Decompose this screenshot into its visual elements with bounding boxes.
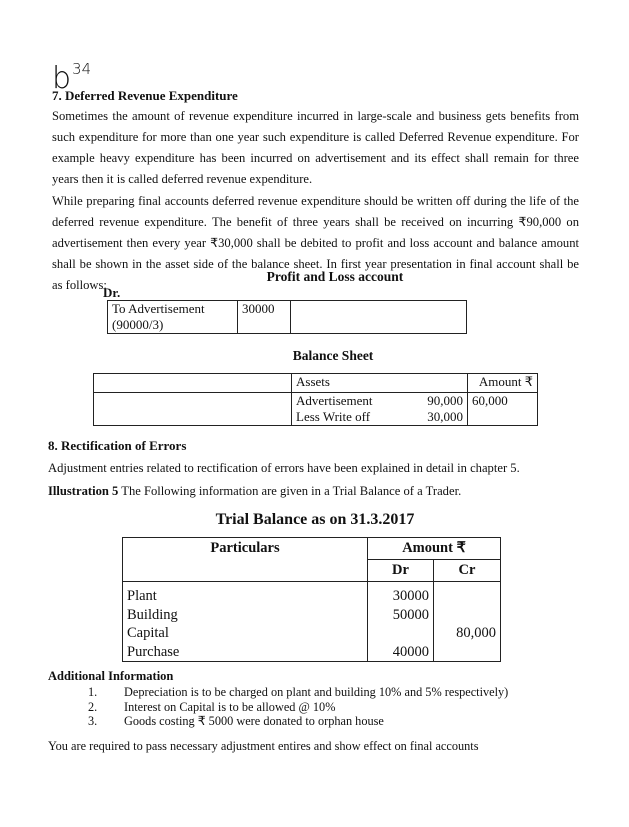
tb-particular: Purchase	[123, 643, 368, 662]
tb-particulars-header: Particulars	[123, 538, 368, 582]
section8-text: Adjustment entries related to rectification of errors have been explained in detail in chapter 5.	[48, 461, 520, 475]
table-row	[123, 643, 501, 662]
pl-item: To Advertisement (90000/3)	[108, 301, 238, 334]
tb-particular: Building	[123, 606, 368, 625]
bs-asset-items: Advertisement Less Write off	[292, 393, 402, 426]
pl-amount: 30000	[238, 301, 291, 334]
tb-dr-header: Dr	[368, 560, 434, 582]
tb-dr: 50000	[368, 606, 434, 625]
additional-info-list	[88, 685, 508, 729]
table-row	[123, 582, 501, 606]
tb-cr	[434, 582, 501, 606]
trial-balance-table	[122, 537, 501, 662]
page-number-value: 34	[72, 60, 92, 78]
section-heading-8: 8. Rectification of Errors	[48, 438, 187, 453]
tb-cr	[434, 643, 501, 662]
tb-dr: 30000	[368, 582, 434, 606]
balance-sheet-table	[93, 373, 538, 426]
bs-assets-header: Assets	[292, 374, 468, 393]
table-row	[123, 606, 501, 625]
tb-cr: 80,000	[434, 624, 501, 643]
list-item: 3. Goods costing ₹ 5000 were donated to orphan house	[88, 714, 384, 728]
page-prefix: b	[52, 61, 72, 96]
pl-account-table	[107, 300, 467, 334]
additional-info-heading: Additional Information	[48, 669, 174, 683]
bs-asset-values: 90,000 30,000	[402, 393, 468, 426]
bs-net-amount: 60,000	[468, 393, 538, 426]
section-heading-7: 7. Deferred Revenue Expenditure	[52, 88, 238, 103]
tb-amount-header: Amount ₹	[368, 538, 501, 560]
table-row	[123, 624, 501, 643]
tb-particular: Capital	[123, 624, 368, 643]
pl-account-title: Profit and Loss account	[266, 269, 404, 284]
tb-particular: Plant	[123, 582, 368, 606]
list-item: 2. Interest on Capital is to be allowed @ 10%	[88, 699, 336, 714]
list-item: 1. Depreciation is to be charged on plant and building 10% and 5% respectively)	[88, 685, 509, 699]
paragraph-2: While preparing final accounts deferred revenue expenditure should be written off during the life of the deferred revenue expenditure. The benefit of three years shall be received on incurring ₹90,000 on advertisement then every year ₹30,000 shall be debited to profit and loss account and balance amount shall be shown in the asset side of the balance sheet. In first year presentation in final account shall be as follows:	[52, 194, 579, 292]
tb-cr	[434, 606, 501, 625]
bs-liabilities-body	[94, 393, 292, 426]
tb-cr-header: Cr	[434, 560, 501, 582]
paragraph-1: Sometimes the amount of revenue expenditure incurred in large-scale and business gets benefits from such expenditure for more than one year such expenditure is called Deferred Revenue expenditure. For example heavy expenditure has been incurred on advertisement and its effect shall remain for three years then it is called deferred revenue expenditure.	[52, 109, 579, 186]
bs-liabilities	[94, 374, 292, 393]
closing-text: You are required to pass necessary adjustment entires and show effect on final accounts	[48, 739, 479, 753]
illustration-line: Illustration 5 The Following information are given in a Trial Balance of a Trader.	[48, 484, 462, 498]
pl-empty	[291, 301, 467, 334]
trial-balance-title: Trial Balance as on 31.3.2017	[215, 511, 415, 528]
bs-amount-header: Amount ₹	[468, 374, 538, 393]
tb-dr: 40000	[368, 643, 434, 662]
dr-label: Dr.	[103, 285, 121, 300]
tb-dr	[368, 624, 434, 643]
balance-sheet-title: Balance Sheet	[292, 348, 374, 363]
